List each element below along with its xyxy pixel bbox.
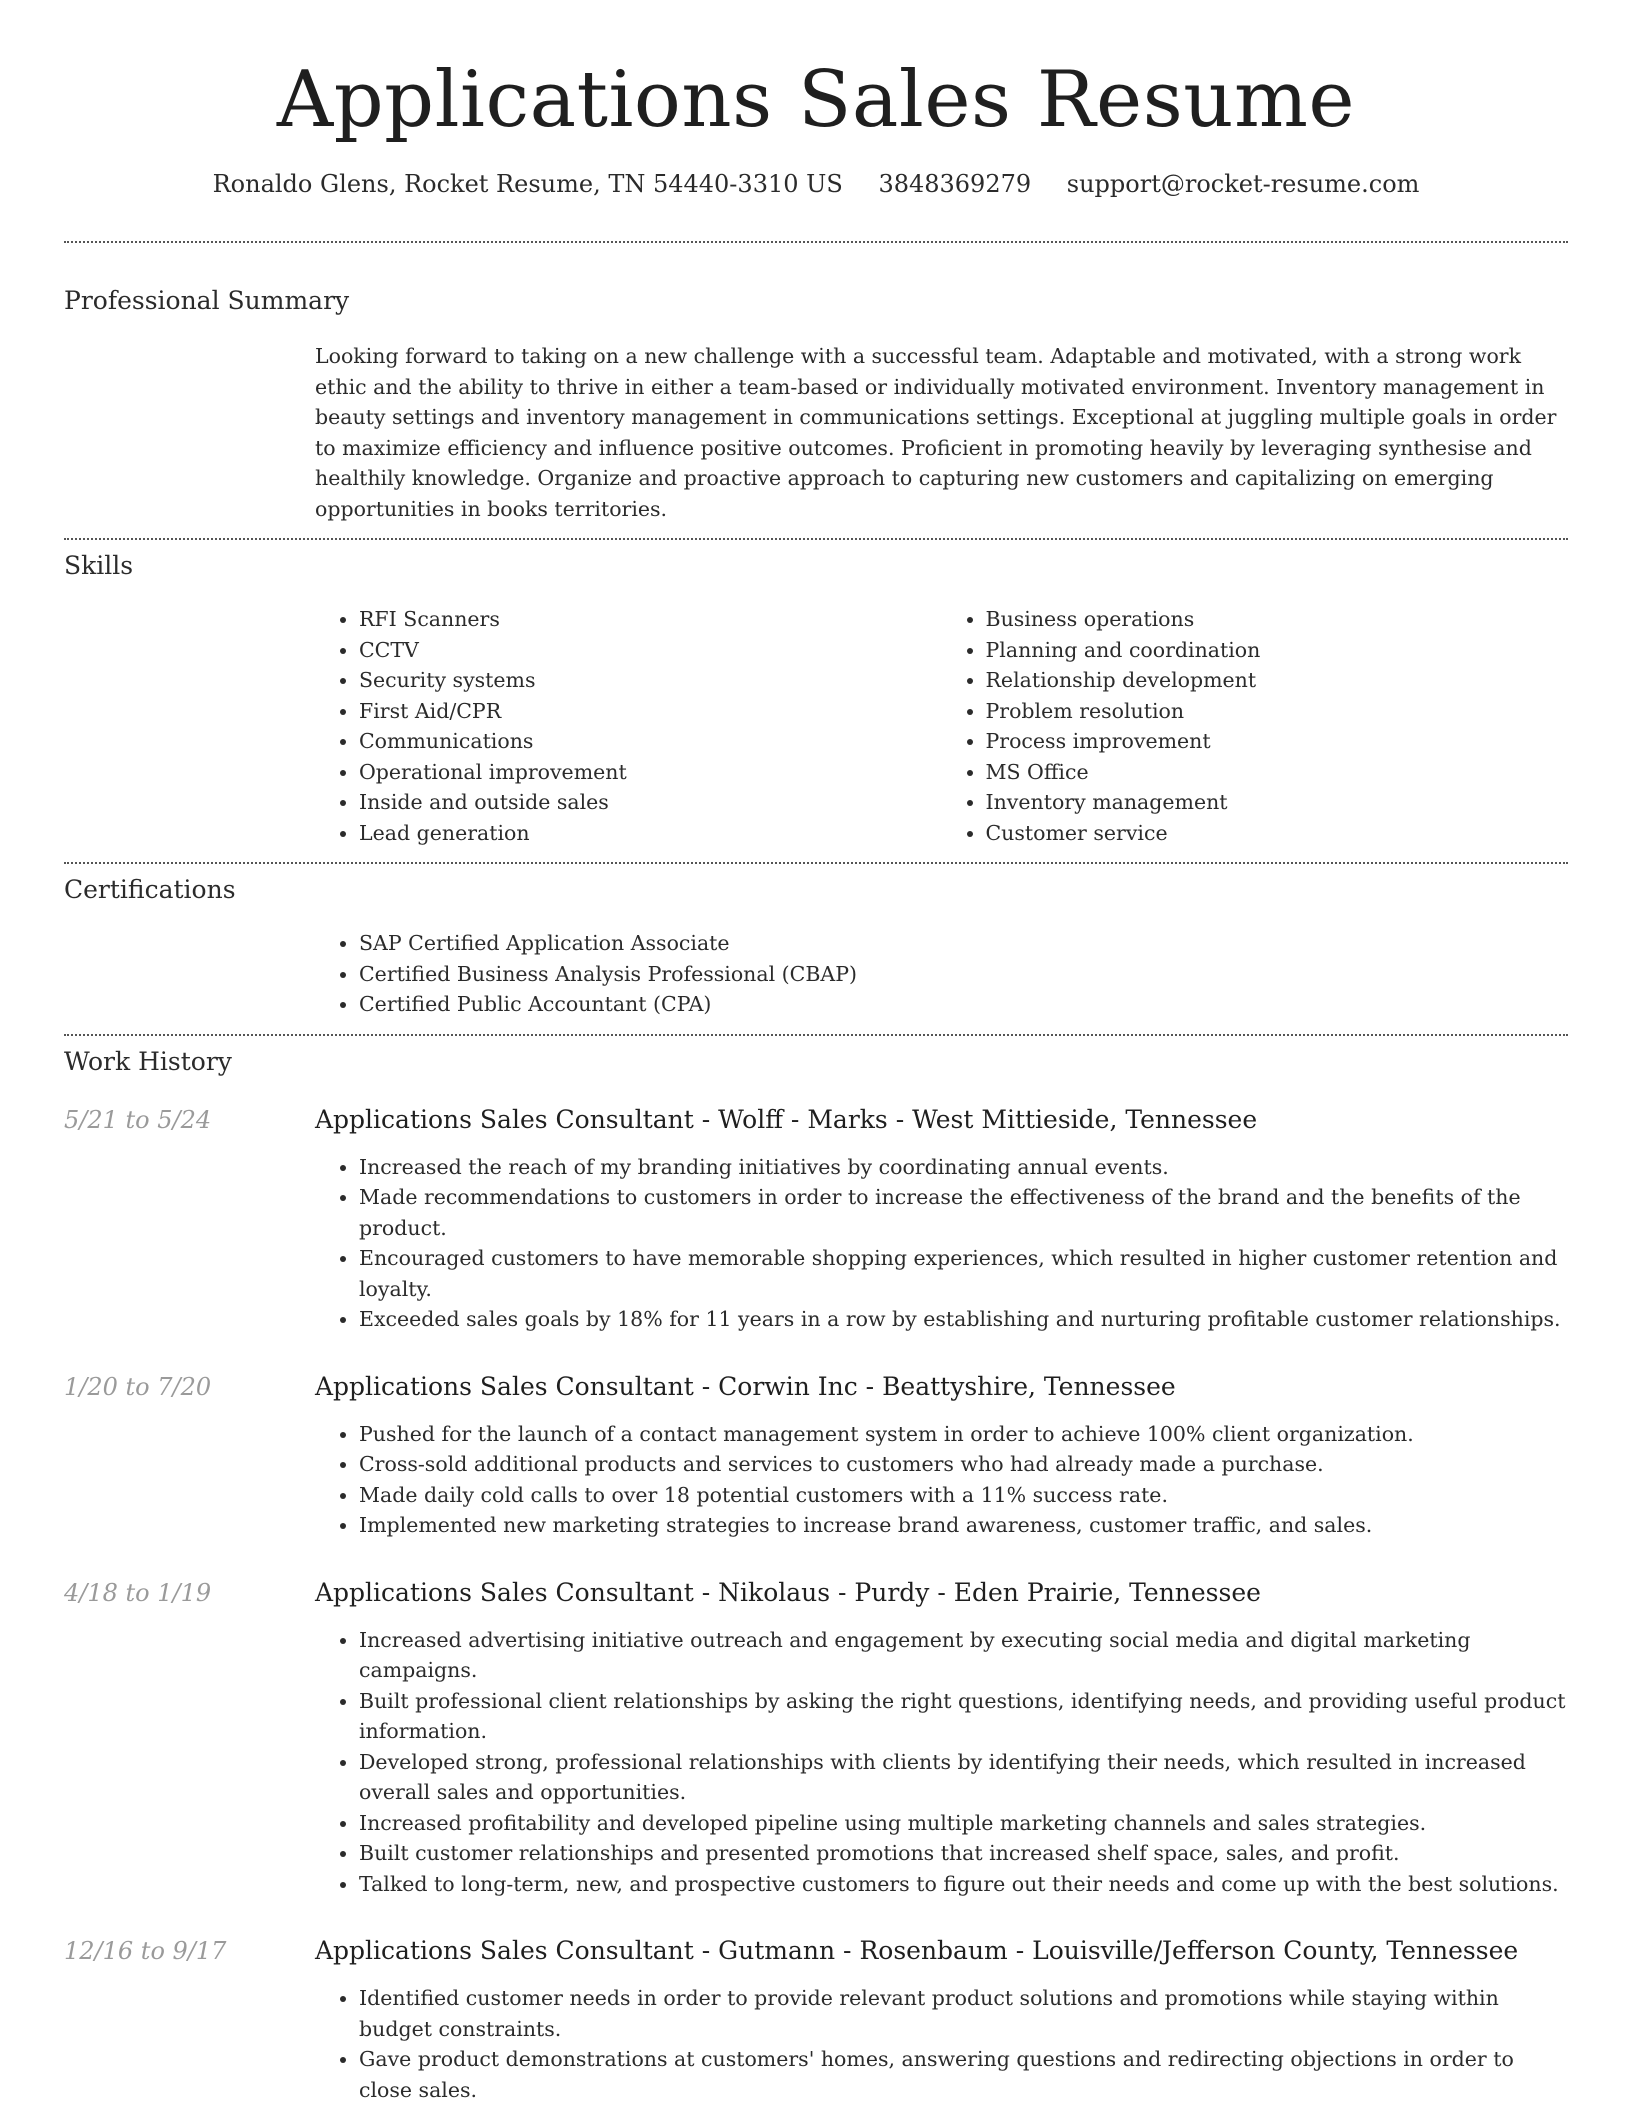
job-bullet: • Increased advertising initiative outreach and engagement by executing social media and digital marketing campaigns. (359, 1625, 1568, 1686)
resume-page (64, 0, 1568, 2105)
skills-section (64, 550, 1568, 848)
contact-phone: 3848369279 (878, 170, 1032, 198)
contact-email: support@rocket-resume.com (1066, 170, 1420, 198)
skills-grid (315, 604, 1568, 848)
certifications-heading: Certifications (64, 875, 236, 904)
job-bullets (315, 1152, 1568, 1335)
job-dates: 1/20 to 7/20 (64, 1372, 212, 1401)
certifications-list (315, 928, 1568, 1020)
skills-list-left (315, 604, 942, 848)
skill-item: • Inventory management (986, 787, 1569, 818)
job-entry (64, 1104, 1568, 1335)
certification-item: • Certified Business Analysis Professional (CBAP) (359, 959, 1568, 990)
job-bullet: • Implemented new marketing strategies to increase brand awareness, customer traffic, and sales. (359, 1510, 1568, 1541)
skill-item: • Business operations (986, 604, 1569, 635)
skill-item: • First Aid/CPR (359, 696, 942, 727)
section-divider (64, 241, 1568, 243)
job-bullet: • Pushed for the launch of a contact management system in order to achieve 100% client organization. (359, 1419, 1568, 1450)
summary-heading: Professional Summary (64, 286, 350, 315)
job-bullet: • Made recommendations to customers in order to increase the effectiveness of the brand and the benefits of the product. (359, 1182, 1568, 1243)
job-bullets (315, 1983, 1568, 2105)
job-bullet: • Exceeded sales goals by 18% for 11 years in a row by establishing and nurturing profitable customer relationships. (359, 1304, 1568, 1335)
job-title: Applications Sales Consultant - Gutmann - Rosenbaum - Louisville/Jefferson County, Tennessee (315, 1936, 1519, 1965)
job-bullet: • Identified customer needs in order to provide relevant product solutions and promotions while staying within budget constraints. (359, 1983, 1568, 2044)
job-bullet: • Built professional client relationships by asking the right questions, identifying needs, and providing useful product information. (359, 1686, 1568, 1747)
skill-item: • Planning and coordination (986, 635, 1569, 666)
skill-item: • Process improvement (986, 726, 1569, 757)
summary-text: Looking forward to taking on a new challenge with a successful team. Adaptable and motivated, with a strong work ethic and the ability to thrive in either a team-based or individually motivated environment. Inventory management in beauty settings and inventory management in communications settings. Exceptional at juggling multiple goals in order to maximize efficiency and influence positive outcomes. Proficient in promoting heavily by leveraging synthesise and healthily knowledge. Organize and proactive approach to capturing new customers and capitalizing on emerging opportunities in books territories. (315, 344, 1557, 521)
certification-item: • SAP Certified Application Associate (359, 928, 1568, 959)
job-entry (64, 1935, 1568, 2105)
summary-section (64, 285, 1568, 524)
job-bullet: • Gave product demonstrations at customers' homes, answering questions and redirecting objections in order to close sales. (359, 2044, 1568, 2105)
skills-heading: Skills (64, 551, 134, 580)
job-title: Applications Sales Consultant - Corwin Inc - Beattyshire, Tennessee (315, 1371, 1176, 1401)
section-divider (64, 538, 1568, 540)
skill-item: • MS Office (986, 757, 1569, 788)
skill-item: • Operational improvement (359, 757, 942, 788)
job-dates: 12/16 to 9/17 (64, 1937, 227, 1965)
skill-item: • Lead generation (359, 818, 942, 849)
job-bullet: • Built customer relationships and presented promotions that increased shelf space, sales, and profit. (359, 1838, 1568, 1869)
skill-item: • Communications (359, 726, 942, 757)
skill-item: • Security systems (359, 665, 942, 696)
skill-item: • Relationship development (986, 665, 1569, 696)
skills-list-right (942, 604, 1569, 848)
skill-item: • Inside and outside sales (359, 787, 942, 818)
skill-item: • Problem resolution (986, 696, 1569, 727)
contact-line (64, 168, 1568, 200)
certifications-section (64, 874, 1568, 1020)
job-bullet: • Increased profitability and developed pipeline using multiple marketing channels and sales strategies. (359, 1808, 1568, 1839)
job-entry (64, 1577, 1568, 1900)
job-bullets (315, 1625, 1568, 1900)
job-dates: 4/18 to 1/19 (64, 1578, 212, 1607)
section-divider (64, 1034, 1568, 1036)
job-title: Applications Sales Consultant - Wolff - Marks - West Mittieside, Tennessee (315, 1104, 1258, 1134)
work-history-heading: Work History (64, 1046, 232, 1076)
job-bullet: • Talked to long-term, new, and prospective customers to figure out their needs and come up with the best solutions. (359, 1869, 1568, 1900)
page-title: Applications Sales Resume (276, 55, 1356, 145)
job-bullet: • Made daily cold calls to over 18 potential customers with a 11% success rate. (359, 1480, 1568, 1511)
skill-item: • Customer service (986, 818, 1569, 849)
job-bullet: • Developed strong, professional relationships with clients by identifying their needs, which resulted in increased overall sales and opportunities. (359, 1747, 1568, 1808)
job-bullets (315, 1419, 1568, 1541)
job-bullet: • Cross-sold additional products and services to customers who had already made a purchase. (359, 1449, 1568, 1480)
job-bullet: • Increased the reach of my branding initiatives by coordinating annual events. (359, 1152, 1568, 1183)
job-bullet: • Encouraged customers to have memorable shopping experiences, which resulted in higher customer retention and loyalty. (359, 1243, 1568, 1304)
job-title: Applications Sales Consultant - Nikolaus - Purdy - Eden Prairie, Tennessee (315, 1577, 1261, 1607)
skill-item: • CCTV (359, 635, 942, 666)
certification-item: • Certified Public Accountant (CPA) (359, 989, 1568, 1020)
work-history-section (64, 1046, 1568, 2106)
job-dates: 5/21 to 5/24 (64, 1105, 212, 1134)
section-divider (64, 862, 1568, 864)
skill-item: • RFI Scanners (359, 604, 942, 635)
contact-address: Ronaldo Glens, Rocket Resume, TN 54440-3310 US (212, 170, 843, 198)
job-entry (64, 1371, 1568, 1541)
